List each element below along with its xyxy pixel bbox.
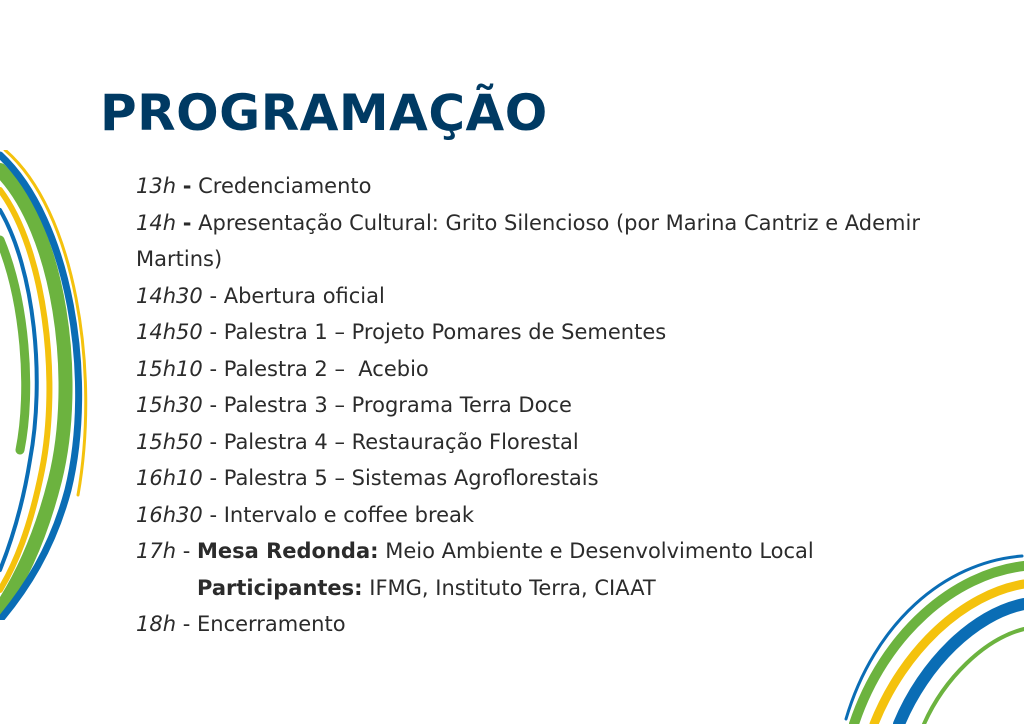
schedule-text: Palestra 4 – Restauração Florestal xyxy=(223,429,579,454)
schedule-item xyxy=(136,533,966,570)
schedule-label: Participantes: xyxy=(197,575,363,600)
schedule-text: Meio Ambiente e Desenvolvimento Local xyxy=(385,539,814,563)
schedule-item xyxy=(136,497,966,534)
schedule-time: 13h xyxy=(136,174,177,198)
schedule-time: 14h50 xyxy=(136,320,203,344)
page-title: PROGRAMAÇÃO xyxy=(100,84,548,142)
schedule-text: Credenciamento xyxy=(198,174,372,198)
schedule-text: Palestra 5 – Sistemas Agroflorestais xyxy=(223,466,599,490)
schedule-time: 16h30 xyxy=(136,502,203,527)
schedule-separator: - xyxy=(209,466,218,490)
schedule-separator: - xyxy=(182,612,191,636)
schedule-time: 16h10 xyxy=(136,466,203,490)
schedule-item xyxy=(136,278,966,315)
schedule-time: 18h xyxy=(136,612,177,636)
schedule-separator: - xyxy=(182,539,191,563)
schedule-text: Palestra 2 – Acebio xyxy=(223,356,429,381)
schedule-time: 14h30 xyxy=(136,283,203,308)
schedule-item xyxy=(136,314,966,351)
schedule-time: 15h50 xyxy=(136,429,203,454)
schedule-separator: - xyxy=(209,502,218,527)
schedule-item xyxy=(136,460,966,497)
schedule-time: 14h xyxy=(136,210,177,235)
schedule-separator: - xyxy=(209,320,218,344)
schedule-time: 15h10 xyxy=(136,356,203,381)
schedule-time: 17h xyxy=(136,539,177,563)
schedule-text: Palestra 1 – Projeto Pomares de Sementes xyxy=(223,320,667,344)
schedule-separator: - xyxy=(209,429,218,454)
schedule-separator: - xyxy=(182,210,192,235)
schedule-separator: - xyxy=(209,283,218,308)
schedule-text: Apresentação Cultural: Grito Silencioso (por Marina Cantriz e Ademir Martins) xyxy=(136,210,920,271)
schedule-list xyxy=(136,168,966,643)
schedule-text: Abertura oficial xyxy=(223,283,385,308)
schedule-separator: - xyxy=(209,356,218,381)
schedule-item-participants xyxy=(136,570,966,607)
schedule-item xyxy=(136,387,966,424)
schedule-text: Intervalo e coffee break xyxy=(223,502,475,527)
schedule-text: Palestra 3 – Programa Terra Doce xyxy=(223,393,572,417)
schedule-item xyxy=(136,606,966,643)
schedule-separator: - xyxy=(182,174,192,198)
decorative-swirl-left xyxy=(0,150,90,620)
schedule-item xyxy=(136,351,966,388)
schedule-text: IFMG, Instituto Terra, CIAAT xyxy=(369,575,656,600)
schedule-label: Mesa Redonda: xyxy=(196,539,379,563)
schedule-item xyxy=(136,168,966,205)
schedule-separator: - xyxy=(209,393,218,417)
schedule-item xyxy=(136,424,966,461)
schedule-time: 15h30 xyxy=(136,393,203,417)
schedule-text: Encerramento xyxy=(196,612,346,636)
schedule-item xyxy=(136,205,966,278)
